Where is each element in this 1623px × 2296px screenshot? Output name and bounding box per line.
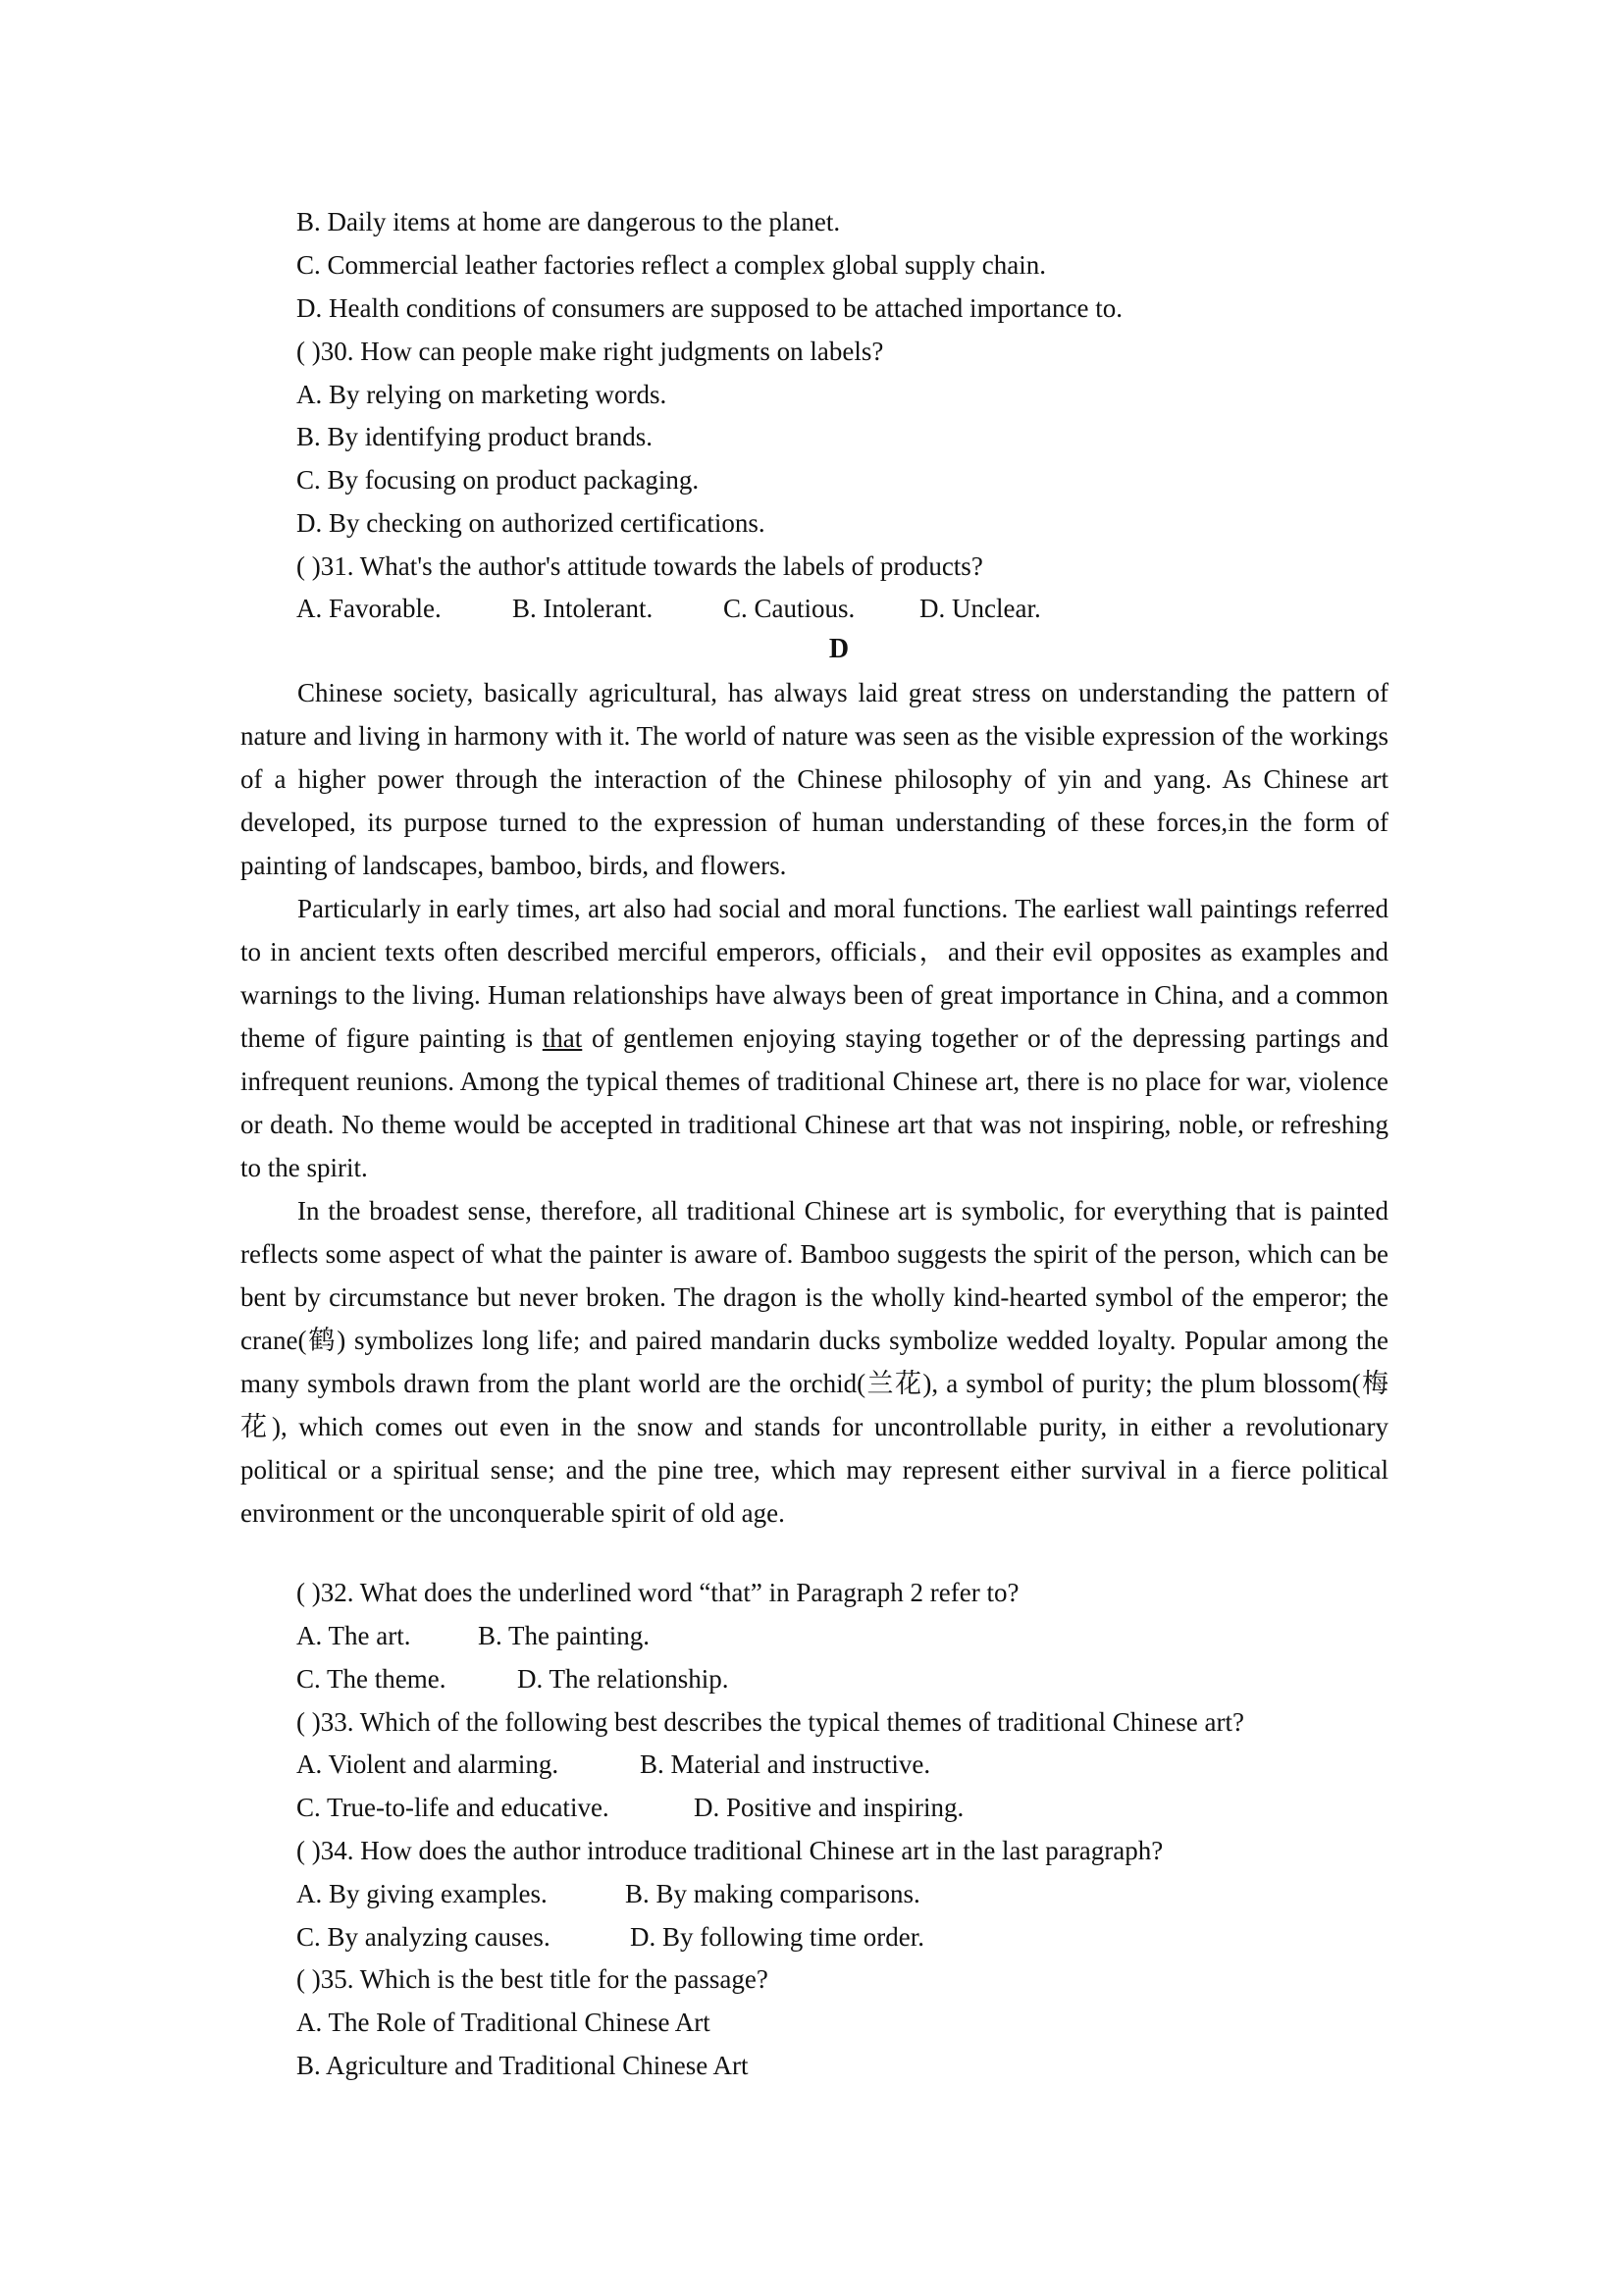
q29-option-b: B. Daily items at home are dangerous to the planet. <box>296 207 841 236</box>
section-d-title: D <box>828 634 850 664</box>
q34-option-a: A. By giving examples. <box>296 1879 548 1908</box>
q34-option-c: C. By analyzing causes. <box>296 1922 550 1952</box>
q34-options-row-1 <box>296 1872 920 1915</box>
q33-option-b: B. Material and instructive. <box>640 1749 931 1779</box>
q34-option-d: D. By following time order. <box>630 1922 924 1952</box>
q31-options <box>296 587 1041 630</box>
q30-option-d: D. By checking on authorized certifications. <box>296 508 765 538</box>
q33-option-c: C. True-to-life and educative. <box>296 1793 609 1822</box>
q35-stem: ( )35. Which is the best title for the passage? <box>296 1964 768 1994</box>
paragraph-2-text-end: of gentlemen enjoying staying together or of the depressing partings and infrequent reunions. Among the typical themes of traditional Chinese art, there is no place for war, violence or death. No theme would be accepted in traditional Chinese art that was not inspiring, noble, or refreshing to the spirit. <box>240 1023 1388 1182</box>
q33-options-row-1 <box>296 1743 930 1786</box>
q33-option-a: A. Violent and alarming. <box>296 1749 559 1779</box>
q33-options-row-2 <box>296 1786 964 1829</box>
q29-option-d: D. Health conditions of consumers are supposed to be attached importance to. <box>296 293 1124 323</box>
passage-d <box>240 671 1388 1535</box>
passage-paragraph-3: In the broadest sense, therefore, all traditional Chinese art is symbolic, for everything that is painted reflects some aspect of what the painter is aware of. Bamboo suggests the spirit of the person, which can be bent by circumstance but never broken. The dragon is the wholly kind-hearted symbol of the emperor; the crane(鹤) symbolizes long life; and paired mandarin ducks symbolize wedded loyalty. Popular among the many symbols drawn from the plant world are the orchid(兰花), a symbol of purity; the plum blossom(梅花), which comes out even in the snow and stands for uncontrollable purity, in either a revolutionary political or a spiritual sense; and the pine tree, which may represent either survival in a fierce political environment or the unconquerable spirit of old age. <box>240 1196 1388 1528</box>
q32-option-a: A. The art. <box>296 1621 411 1650</box>
q34-options-row-2 <box>296 1915 924 1958</box>
q29-option-c: C. Commercial leather factories reflect a complex global supply chain. <box>296 250 1046 280</box>
q34-stem: ( )34. How does the author introduce traditional Chinese art in the last paragraph? <box>296 1836 1164 1865</box>
q30-option-a: A. By relying on marketing words. <box>296 380 667 409</box>
q32-options-row-1 <box>296 1614 650 1657</box>
q32-option-b: B. The painting. <box>478 1621 650 1650</box>
q33-option-d: D. Positive and inspiring. <box>694 1793 965 1822</box>
q30-option-b: B. By identifying product brands. <box>296 422 653 451</box>
q35-option-a: A. The Role of Traditional Chinese Art <box>296 2008 710 2037</box>
q31-option-d: D. Unclear. <box>919 594 1041 623</box>
q30-stem: ( )30. How can people make right judgments on labels? <box>296 337 884 366</box>
q34-option-b: B. By making comparisons. <box>625 1879 920 1908</box>
q35-option-b: B. Agriculture and Traditional Chinese Art <box>296 2051 749 2080</box>
q31-option-c: C. Cautious. <box>723 594 856 623</box>
q31-option-a: A. Favorable. <box>296 594 442 623</box>
passage-paragraph-1: Chinese society, basically agricultural, has always laid great stress on understanding the pattern of nature and living in harmony with it. The world of nature was seen as the visible expression of the workings of a higher power through the interaction of the Chinese philosophy of yin and yang. As Chinese art developed, its purpose turned to the expression of human understanding of these forces,in the form of painting of landscapes, bamboo, birds, and flowers. <box>240 678 1388 880</box>
q31-option-b: B. Intolerant. <box>512 594 654 623</box>
q32-stem: ( )32. What does the underlined word “that” in Paragraph 2 refer to? <box>296 1578 1020 1607</box>
underlined-word-that: that <box>542 1023 583 1053</box>
q32-option-c: C. The theme. <box>296 1664 446 1694</box>
q30-option-c: C. By focusing on product packaging. <box>296 465 700 495</box>
q33-stem: ( )33. Which of the following best describes the typical themes of traditional Chinese art? <box>296 1707 1244 1737</box>
passage-paragraph-2 <box>240 887 1388 1189</box>
q32-option-d: D. The relationship. <box>517 1664 729 1694</box>
q31-stem: ( )31. What's the author's attitude towards the labels of products? <box>296 551 983 581</box>
q32-options-row-2 <box>296 1657 728 1700</box>
paragraph-2-text-start: Particularly in early times, art also had social and moral functions. The earliest wall paintings referred to in ancient texts often described merciful emperors, officials，and their evil opposites as examples and warnings to the living. Human relationships have always been of great importance in China, and a common theme of figure painting is <box>240 894 1388 1053</box>
